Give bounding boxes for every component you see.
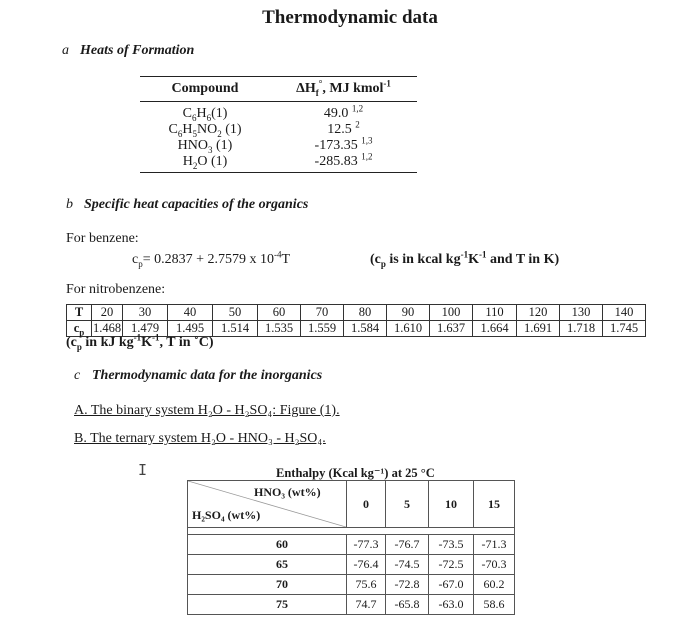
row-label-cp: $c_p$: [67, 321, 92, 337]
col-compound: Compound: [171, 81, 239, 96]
section-b-heading: b Specific heat capacities of the organics: [66, 197, 309, 212]
cp-cell: 1.514: [213, 321, 258, 337]
enthalpy-cell: -71.3: [474, 535, 515, 555]
benzene-equation: $c_p= 0.2837 + 2.7579$ x $10^{-4}T$: [132, 249, 291, 269]
col-header: 10: [429, 481, 474, 528]
cp-cell: 1.745: [603, 321, 646, 337]
temperature-cell: 30: [123, 305, 168, 321]
text-cursor-icon: I: [138, 461, 148, 479]
enthalpy-row: [188, 535, 515, 555]
row-label-T: T: [67, 305, 92, 321]
section-a-heading: a Heats of Formation: [62, 43, 195, 58]
binary-system-item: A. The binary system H₂O - H₂SO₄: Figure (1).: [74, 403, 340, 418]
page-title: Thermodynamic data: [262, 7, 438, 28]
ternary-system-item: B. The ternary system H₂O - HNO₃ - H₂SO₄.: [74, 431, 326, 446]
section-c-heading: c Thermodynamic data for the inorganics: [74, 368, 323, 383]
h2so4-axis-label: H₂SO₄ (wt%): [192, 508, 261, 522]
nitrobenzene-label: For nitrobenzene:: [66, 282, 166, 297]
enthalpy-cell: 58.6: [474, 595, 515, 615]
cp-cell: 1.664: [473, 321, 517, 337]
temperature-cell: 60: [258, 305, 301, 321]
temperature-cell: 130: [560, 305, 603, 321]
cp-cell: 1.479: [123, 321, 168, 337]
temperature-cell: 20: [92, 305, 123, 321]
col-dh: $\Delta H_f^\circ$, MJ kmol$^{-1}$: [296, 78, 391, 98]
temperature-cell: 100: [430, 305, 473, 321]
enthalpy-cell: -72.8: [386, 575, 429, 595]
temperature-cell: 120: [517, 305, 560, 321]
enthalpy-row: [188, 575, 515, 595]
hf-row: [140, 135, 417, 155]
temperature-cell: 110: [473, 305, 517, 321]
benzene-units: ($c_p$ is in kcal $kg^{-1}K^{-1}$ and T in K): [370, 249, 560, 269]
enthalpy-cell: -76.4: [347, 555, 386, 575]
enthalpy-cell: -72.5: [429, 555, 474, 575]
heat-of-formation-value: 12.5 $^2$: [327, 119, 360, 137]
enthalpy-cell: -70.3: [474, 555, 515, 575]
cp-cell: 1.535: [258, 321, 301, 337]
cp-cell: 1.637: [430, 321, 473, 337]
heats-of-formation-table: [140, 76, 417, 173]
col-header: 5: [386, 481, 429, 528]
h2so4-value: 60: [188, 535, 347, 555]
heat-of-formation-value: -173.35 $^{1,3}$: [314, 135, 373, 153]
enthalpy-cell: 75.6: [347, 575, 386, 595]
temperature-cell: 80: [344, 305, 387, 321]
cp-cell: 1.718: [560, 321, 603, 337]
axis-header-cell: [188, 481, 347, 528]
heat-of-formation-value: -285.83 $^{1,2}$: [314, 151, 373, 169]
cp-cell: 1.691: [517, 321, 560, 337]
col-header: 15: [474, 481, 515, 528]
enthalpy-row: [188, 555, 515, 575]
cp-cell: 1.559: [301, 321, 344, 337]
col-header: 0: [347, 481, 386, 528]
h2so4-value: 70: [188, 575, 347, 595]
hno3-axis-label: HNO₃ (wt%): [254, 485, 321, 499]
cp-cell: 1.468: [92, 321, 122, 335]
hf-row: [140, 103, 417, 123]
temperature-cell: 50: [213, 305, 258, 321]
temperature-cell: 40: [168, 305, 213, 321]
compound-formula: $H_2O$ (1): [182, 154, 228, 171]
enthalpy-cell: -65.8: [386, 595, 429, 615]
temperature-cell: 70: [301, 305, 344, 321]
hf-row: [140, 119, 417, 139]
enthalpy-cell: -67.0: [429, 575, 474, 595]
cp-cell: 1.610: [387, 321, 430, 337]
compound-formula: $HNO_3$ (1): [177, 138, 233, 155]
enthalpy-cell: -63.0: [429, 595, 474, 615]
enthalpy-cell: -76.7: [386, 535, 429, 555]
enthalpy-table: [187, 480, 515, 615]
h2so4-value: 65: [188, 555, 347, 575]
benzene-label: For benzene:: [66, 231, 139, 246]
h2so4-value: 75: [188, 595, 347, 615]
temperature-cell: 90: [387, 305, 430, 321]
enthalpy-cell: 60.2: [474, 575, 515, 595]
heat-of-formation-value: 49.0 $^{1,2}$: [323, 103, 364, 121]
compound-formula: $C_6H_6(1)$: [182, 106, 228, 123]
enthalpy-cell: -77.3: [347, 535, 386, 555]
compound-formula: $C_6H_5NO_2$ (1): [168, 122, 242, 139]
nitrobenzene-units: ($c_p$ in kJ $kg^{-1}K^{-1}$, T in ˚C): [66, 332, 214, 352]
enthalpy-cell: -73.5: [429, 535, 474, 555]
enthalpy-table-title: Enthalpy (Kcal kg⁻¹) at 25 °C: [276, 466, 435, 480]
hf-row: [140, 151, 417, 171]
enthalpy-row: [188, 595, 515, 615]
temperature-cell: 140: [603, 305, 646, 321]
enthalpy-cell: -74.5: [386, 555, 429, 575]
spacer-row: [188, 528, 515, 535]
cp-cell: 1.584: [344, 321, 387, 337]
cp-cell: 1.495: [168, 321, 213, 337]
enthalpy-cell: 74.7: [347, 595, 386, 615]
